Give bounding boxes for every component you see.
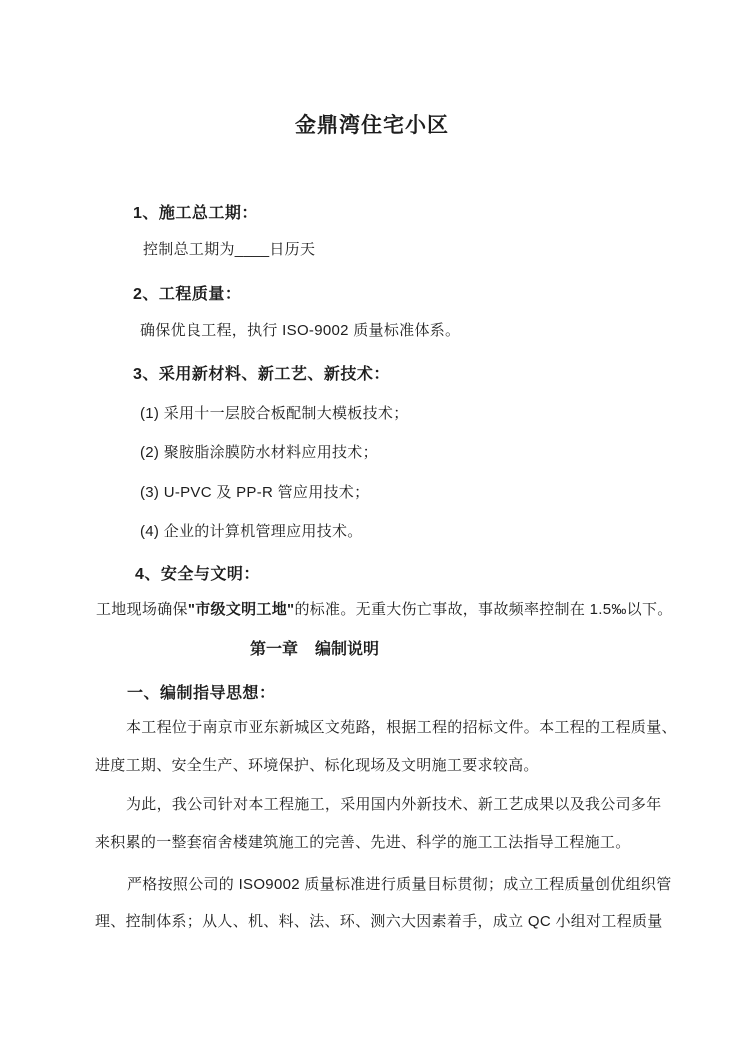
section-4-heading: 4、安全与文明：	[135, 566, 260, 583]
section-4-body-emphasis: "市级文明工地"	[187, 601, 295, 618]
paragraph-3-line-1: 严格按照公司的 ISO9002 质量标准进行质量目标贯彻；成立工程质量创优组织管	[127, 876, 672, 893]
section-1-body: 控制总工期为____日历天	[143, 241, 316, 258]
paragraph-2-line-1: 为此，我公司针对本工程施工，采用国内外新技术、新工艺成果以及我公司多年	[126, 796, 662, 813]
chapter-1-name: 编制说明	[315, 641, 380, 658]
chapter-1-number: 第一章	[250, 641, 299, 658]
section-3-item-2: (2) 聚胺脂涂膜防水材料应用技术；	[140, 444, 378, 461]
chapter-1-subheading: 一、编制指导思想：	[127, 685, 276, 702]
section-1-heading: 1、施工总工期：	[133, 205, 258, 222]
section-3-item-4: (4) 企业的计算机管理应用技术。	[140, 523, 363, 540]
paragraph-1-line-2: 进度工期、安全生产、环境保护、标化现场及文明施工要求较高。	[95, 757, 539, 774]
section-3-item-3: (3) U-PVC 及 PP-R 管应用技术；	[140, 484, 370, 501]
section-4-body-suffix: 的标准。无重大伤亡事故，事故频率控制在 1.5‰以下。	[294, 601, 673, 618]
chapter-1-heading	[250, 636, 379, 659]
section-2-body: 确保优良工程，执行 ISO-9002 质量标准体系。	[140, 322, 461, 339]
paragraph-1-line-1: 本工程位于南京市亚东新城区文苑路，根据工程的招标文件。本工程的工程质量、	[126, 719, 677, 736]
section-4-body	[96, 598, 673, 619]
document-title: 金鼎湾住宅小区	[295, 114, 449, 137]
paragraph-2-line-2: 来积累的一整套宿舍楼建筑施工的完善、先进、科学的施工工法指导工程施工。	[95, 834, 631, 851]
section-2-heading: 2、工程质量：	[133, 286, 242, 303]
paragraph-3-line-2: 理、控制体系；从人、机、料、法、环、测六大因素着手，成立 QC 小组对工程质量	[95, 913, 663, 930]
section-3-heading: 3、采用新材料、新工艺、新技术：	[133, 366, 390, 383]
section-3-item-1: (1) 采用十一层胶合板配制大模板技术；	[140, 405, 409, 422]
section-4-body-prefix: 工地现场确保	[96, 601, 188, 618]
